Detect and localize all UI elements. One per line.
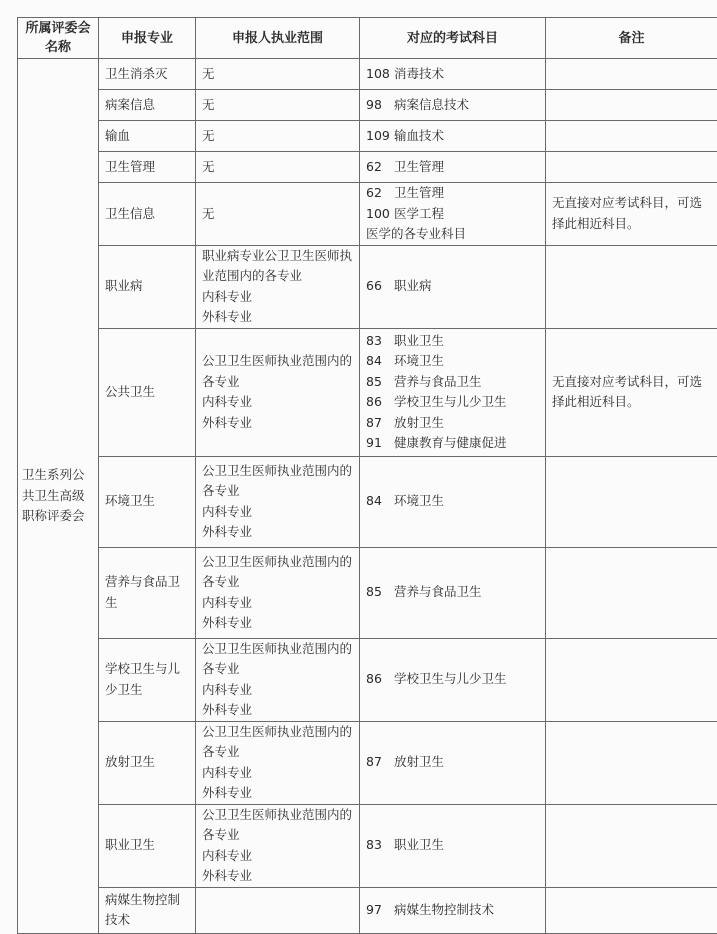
subject-code: 86: [366, 669, 394, 690]
subject-line: [366, 900, 539, 921]
subject-cell: [360, 152, 546, 183]
major-cell: 病媒生物控制技术: [99, 887, 196, 933]
subject-cell: [360, 59, 546, 90]
note-cell: [546, 456, 717, 547]
subject-code: 91: [366, 433, 394, 454]
major-cell: 环境卫生: [99, 456, 196, 547]
subject-name: 消毒技术: [394, 66, 444, 81]
major-cell: 卫生管理: [99, 152, 196, 183]
subject-name: 卫生管理: [394, 159, 444, 174]
subject-line: [366, 433, 539, 454]
major-cell: 职业卫生: [99, 804, 196, 887]
scope-line: 内科专业: [202, 287, 353, 308]
subject-cell: [360, 90, 546, 121]
subject-cell: [360, 456, 546, 547]
subject-code: 87: [366, 752, 394, 773]
note-cell: [546, 245, 717, 328]
subject-cell: [360, 547, 546, 638]
subject-code: 62: [366, 157, 394, 178]
major-cell: 病案信息: [99, 90, 196, 121]
subject-code: 87: [366, 413, 394, 434]
header-subject: 对应的考试科目: [360, 18, 546, 59]
scope-line: 外科专业: [202, 613, 353, 634]
major-cell: 公共卫生: [99, 328, 196, 456]
major-cell: 职业病: [99, 245, 196, 328]
subject-name: 环境卫生: [394, 493, 444, 508]
table-row: [18, 456, 717, 547]
scope-line: 无: [202, 204, 353, 225]
scope-cell: [196, 547, 360, 638]
scope-cell: [196, 456, 360, 547]
major-cell: 输血: [99, 121, 196, 152]
subject-code: 83: [366, 331, 394, 352]
committee-cell: 卫生系列公共卫生高级职称评委会: [18, 59, 99, 934]
subject-line: [366, 95, 539, 116]
subject-cell: [360, 121, 546, 152]
subject-code: 83: [366, 835, 394, 856]
table-row: [18, 90, 717, 121]
header-scope: 申报人执业范围: [196, 18, 360, 59]
subject-name: 卫生管理: [394, 185, 444, 200]
subject-cell: [360, 638, 546, 721]
subject-code: 109: [366, 126, 394, 147]
subject-code: 85: [366, 372, 394, 393]
scope-line: 外科专业: [202, 307, 353, 328]
scope-line: 职业病专业公卫卫生医师执业范围内的各专业: [202, 246, 353, 287]
subject-name: 医学的各专业科目: [366, 226, 466, 241]
subject-line: [366, 183, 539, 204]
note-cell: [546, 121, 717, 152]
subject-code: 108: [366, 64, 394, 85]
scope-line: 内科专业: [202, 593, 353, 614]
major-cell: 卫生消杀灭: [99, 59, 196, 90]
major-cell: 营养与食品卫生: [99, 547, 196, 638]
note-cell: [546, 547, 717, 638]
subject-name: 营养与食品卫生: [394, 584, 482, 599]
scope-line: 内科专业: [202, 502, 353, 523]
subject-cell: [360, 328, 546, 456]
scope-line: 外科专业: [202, 522, 353, 543]
subject-code: 84: [366, 491, 394, 512]
subject-line: [366, 126, 539, 147]
scope-cell: [196, 328, 360, 456]
subject-line: [366, 204, 539, 225]
scope-line: 公卫卫生医师执业范围内的各专业: [202, 805, 353, 846]
subject-line: [366, 64, 539, 85]
subject-code: 84: [366, 351, 394, 372]
note-cell: [546, 152, 717, 183]
scope-cell: [196, 121, 360, 152]
subject-code: 86: [366, 392, 394, 413]
subject-line: [366, 413, 539, 434]
header-major: 申报专业: [99, 18, 196, 59]
table-row: [18, 183, 717, 246]
header-committee: 所属评委会名称: [18, 18, 99, 59]
scope-line: 内科专业: [202, 846, 353, 867]
subject-code: 85: [366, 582, 394, 603]
subject-line: [366, 669, 539, 690]
subject-cell: [360, 887, 546, 933]
subject-line: [366, 835, 539, 856]
subject-cell: [360, 721, 546, 804]
subject-name: 医学工程: [394, 206, 444, 221]
scope-line: 外科专业: [202, 783, 353, 804]
table-row: [18, 547, 717, 638]
subject-name: 职业卫生: [394, 837, 444, 852]
note-cell: [546, 638, 717, 721]
subject-name: 放射卫生: [394, 754, 444, 769]
table-row: [18, 152, 717, 183]
subject-code: 97: [366, 900, 394, 921]
scope-line: 无: [202, 95, 353, 116]
subject-cell: [360, 804, 546, 887]
scope-line: 无: [202, 126, 353, 147]
note-cell: [546, 721, 717, 804]
subject-code: 98: [366, 95, 394, 116]
scope-cell: [196, 887, 360, 933]
table-row: [18, 721, 717, 804]
scope-line: 外科专业: [202, 700, 353, 721]
subject-code: 62: [366, 183, 394, 204]
subject-name: 病案信息技术: [394, 97, 469, 112]
subject-name: 学校卫生与儿少卫生: [394, 671, 507, 686]
table-row: [18, 245, 717, 328]
subject-line: [366, 351, 539, 372]
scope-line: 外科专业: [202, 413, 353, 434]
note-cell: [546, 90, 717, 121]
scope-line: 无: [202, 157, 353, 178]
header-note: 备注: [546, 18, 717, 59]
exam-subject-table: [17, 17, 717, 934]
subject-name: 放射卫生: [394, 415, 444, 430]
subject-name: 健康教育与健康促进: [394, 435, 507, 450]
scope-cell: [196, 59, 360, 90]
scope-line: 公卫卫生医师执业范围内的各专业: [202, 461, 353, 502]
subject-line: [366, 276, 539, 297]
subject-code: 66: [366, 276, 394, 297]
subject-line: [366, 331, 539, 352]
table-row: [18, 59, 717, 90]
table-body: [18, 59, 717, 934]
subject-cell: [360, 183, 546, 246]
scope-cell: [196, 638, 360, 721]
scope-line: 公卫卫生医师执业范围内的各专业: [202, 351, 353, 392]
scope-cell: [196, 90, 360, 121]
major-cell: 学校卫生与儿少卫生: [99, 638, 196, 721]
scope-line: 公卫卫生医师执业范围内的各专业: [202, 722, 353, 763]
major-cell: 卫生信息: [99, 183, 196, 246]
note-cell: 无直接对应考试科目，可选择此相近科目。: [546, 183, 717, 246]
scope-cell: [196, 721, 360, 804]
scope-line: 内科专业: [202, 392, 353, 413]
subject-line: [366, 582, 539, 603]
major-cell: 放射卫生: [99, 721, 196, 804]
subject-name: 职业卫生: [394, 333, 444, 348]
scope-cell: [196, 183, 360, 246]
subject-line: [366, 491, 539, 512]
scope-line: 内科专业: [202, 763, 353, 784]
table-row: [18, 121, 717, 152]
table-row: [18, 804, 717, 887]
subject-line: [366, 392, 539, 413]
note-cell: [546, 59, 717, 90]
subject-cell: [360, 245, 546, 328]
scope-line: 公卫卫生医师执业范围内的各专业: [202, 639, 353, 680]
note-cell: 无直接对应考试科目，可选择此相近科目。: [546, 328, 717, 456]
subject-name: 病媒生物控制技术: [394, 902, 494, 917]
scope-cell: [196, 152, 360, 183]
subject-line: [366, 752, 539, 773]
subject-name: 营养与食品卫生: [394, 374, 482, 389]
subject-line: [366, 224, 539, 245]
scope-line: 外科专业: [202, 866, 353, 887]
subject-line: [366, 157, 539, 178]
scope-cell: [196, 245, 360, 328]
subject-name: 输血技术: [394, 128, 444, 143]
table-row: [18, 887, 717, 933]
note-cell: [546, 804, 717, 887]
table-row: [18, 328, 717, 456]
header-row: [18, 18, 717, 59]
table-row: [18, 638, 717, 721]
subject-line: [366, 372, 539, 393]
note-cell: [546, 887, 717, 933]
subject-name: 环境卫生: [394, 353, 444, 368]
scope-line: 无: [202, 64, 353, 85]
scope-line: 内科专业: [202, 680, 353, 701]
scope-line: 公卫卫生医师执业范围内的各专业: [202, 552, 353, 593]
subject-name: 学校卫生与儿少卫生: [394, 394, 507, 409]
subject-code: 100: [366, 204, 394, 225]
scope-cell: [196, 804, 360, 887]
subject-name: 职业病: [394, 278, 432, 293]
